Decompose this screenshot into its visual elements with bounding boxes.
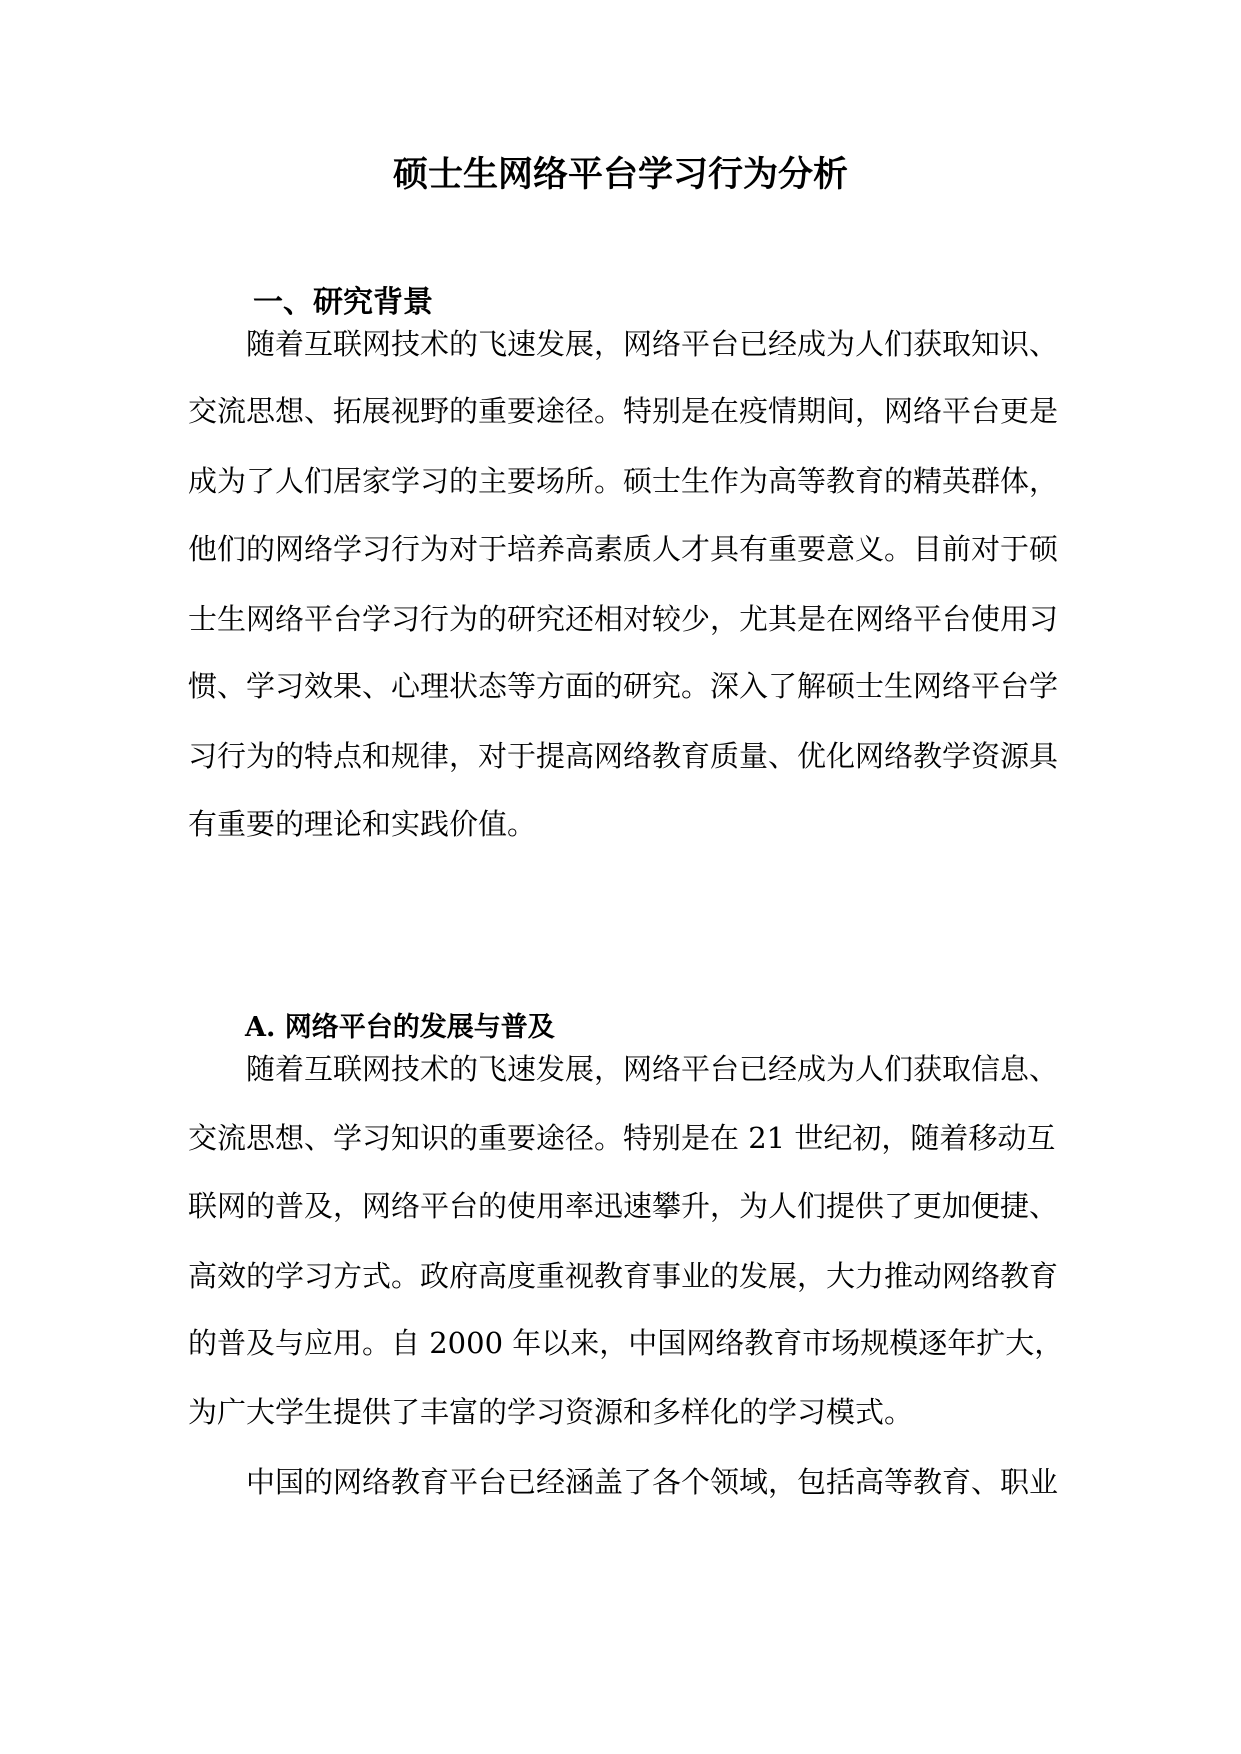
paragraph-line: 联网的普及，网络平台的使用率迅速攀升，为人们提供了更加便捷、 xyxy=(188,1189,1059,1223)
section-heading-research-background: 一、研究背景 xyxy=(253,285,433,320)
paragraph-line: 交流思想、学习知识的重要途径。特别是在 21 世纪初，随着移动互 xyxy=(188,1121,1056,1155)
paragraph-line: 中国的网络教育平台已经涵盖了各个领域，包括高等教育、职业 xyxy=(246,1465,1059,1499)
paragraph-line: 习行为的特点和规律，对于提高网络教育质量、优化网络教学资源具 xyxy=(188,739,1059,773)
paragraph-line: 他们的网络学习行为对于培养高素质人才具有重要意义。目前对于硕 xyxy=(188,532,1059,566)
paragraph-line: 随着互联网技术的飞速发展，网络平台已经成为人们获取信息、 xyxy=(246,1052,1059,1086)
paragraph-line: 有重要的理论和实践价值。 xyxy=(188,807,537,841)
paragraph-line: 随着互联网技术的飞速发展，网络平台已经成为人们获取知识、 xyxy=(246,327,1059,361)
paragraph-line: 惯、学习效果、心理状态等方面的研究。深入了解硕士生网络平台学 xyxy=(188,669,1059,703)
subsection-heading-platform-development: A. 网络平台的发展与普及 xyxy=(245,1012,555,1043)
paragraph-line: 士生网络平台学习行为的研究还相对较少，尤其是在网络平台使用习 xyxy=(188,602,1059,636)
paragraph-line: 交流思想、拓展视野的重要途径。特别是在疫情期间，网络平台更是 xyxy=(188,394,1059,428)
paragraph-line: 成为了人们居家学习的主要场所。硕士生作为高等教育的精英群体， xyxy=(188,464,1059,498)
paragraph-line: 的普及与应用。自 2000 年以来，中国网络教育市场规模逐年扩大， xyxy=(188,1326,1064,1360)
paragraph-line: 为广大学生提供了丰富的学习资源和多样化的学习模式。 xyxy=(188,1395,914,1429)
paragraph-line: 高效的学习方式。政府高度重视教育事业的发展，大力推动网络教育 xyxy=(188,1259,1059,1293)
document-title: 硕士生网络平台学习行为分析 xyxy=(392,154,848,195)
